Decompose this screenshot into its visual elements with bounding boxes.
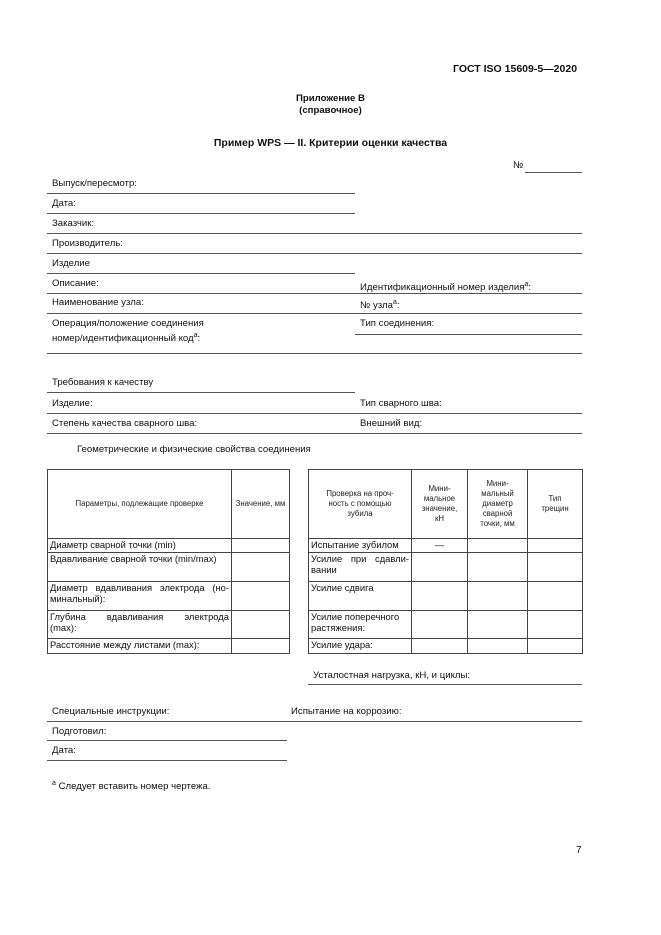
- footnote: $^а$ Следует вставить номер чертежа.: [52, 780, 211, 793]
- strength-test-table: [308, 469, 583, 654]
- header-crack-type: Тип трещин: [528, 470, 583, 539]
- field-operation-line[interactable]: [47, 353, 582, 354]
- quality-weld-grade-line[interactable]: [47, 433, 582, 434]
- value-cell[interactable]: [232, 582, 290, 611]
- table-row: Диаметр сварной точки (min): [48, 539, 232, 553]
- field-product-line[interactable]: [47, 273, 355, 274]
- table-row: Расстояние между листами (max):: [48, 639, 232, 654]
- field-product-label: Изделие: [52, 258, 90, 269]
- table-row: Усилие удара:: [309, 639, 412, 654]
- table-row: Усилие поперечного растяжения:: [309, 611, 412, 639]
- quality-product-label: Изделие:: [52, 398, 93, 409]
- field-id-number-line[interactable]: [355, 293, 582, 294]
- quality-appearance-label: Внешний вид:: [360, 418, 423, 429]
- table-row: Глубина вдавливания электрода (max):: [48, 611, 232, 639]
- table-row: Усилие при сдавли- вании: [309, 553, 412, 582]
- special-instructions-label: Специальные инструкции:: [52, 706, 170, 717]
- field-connection-type-line[interactable]: [355, 334, 582, 335]
- corrosion-test-label: Испытание на коррозию:: [291, 706, 402, 717]
- appendix-title: Приложение В: [296, 93, 365, 104]
- value-cell[interactable]: [468, 582, 528, 611]
- dash-cell: —: [412, 539, 468, 553]
- value-cell[interactable]: [468, 553, 528, 582]
- value-cell[interactable]: [528, 539, 583, 553]
- appendix-subtitle: (справочное): [299, 105, 362, 116]
- value-cell[interactable]: [528, 639, 583, 654]
- field-node-number-line[interactable]: [355, 313, 582, 314]
- header-value-mm: Значение, мм: [232, 470, 290, 539]
- value-cell[interactable]: [528, 553, 583, 582]
- table-row: Вдавливание сварной точки (min/max): [48, 553, 232, 582]
- field-customer-line[interactable]: [47, 233, 582, 234]
- page-number: 7: [576, 845, 582, 856]
- fatigue-label: Усталостная нагрузка, кН, и циклы:: [313, 670, 471, 681]
- header-parameters: Параметры, подлежащие проверке: [48, 470, 232, 539]
- field-customer-label: Заказчик:: [52, 218, 95, 229]
- value-cell[interactable]: [468, 611, 528, 639]
- value-cell[interactable]: [468, 639, 528, 654]
- header-min-diameter: Мини- мальный диаметр сварной точки, мм: [468, 470, 528, 539]
- geometric-properties-title: Геометрические и физические свойства соединения: [77, 444, 311, 455]
- prepared-by-label: Подготовил:: [52, 726, 107, 737]
- signature-date-line[interactable]: [47, 760, 287, 761]
- signature-date-label: Дата:: [52, 745, 76, 756]
- number-label: №: [513, 160, 524, 171]
- value-cell[interactable]: [232, 611, 290, 639]
- fatigue-line[interactable]: [308, 684, 582, 685]
- value-cell[interactable]: [412, 582, 468, 611]
- quality-product-line[interactable]: [47, 413, 582, 414]
- parameters-table: [47, 469, 290, 654]
- field-description-line[interactable]: [47, 293, 355, 294]
- field-operation-label-1: Операция/положение соединения: [52, 318, 204, 329]
- value-cell[interactable]: [412, 639, 468, 654]
- field-date-line[interactable]: [47, 213, 355, 214]
- value-cell[interactable]: [232, 539, 290, 553]
- field-issue-line[interactable]: [47, 193, 355, 194]
- quality-title-line: [47, 392, 355, 393]
- field-connection-type-label: Тип соединения:: [360, 318, 435, 329]
- value-cell[interactable]: [232, 553, 290, 582]
- value-cell[interactable]: [412, 553, 468, 582]
- standard-number: ГОСТ ISO 15609-5—2020: [453, 63, 578, 75]
- field-node-name-line[interactable]: [47, 313, 355, 314]
- special-instructions-line[interactable]: [47, 721, 582, 722]
- field-issue-label: Выпуск/пересмотр:: [52, 178, 137, 189]
- field-date-label: Дата:: [52, 198, 76, 209]
- quality-weld-type-label: Тип сварного шва:: [360, 398, 442, 409]
- value-cell[interactable]: [468, 539, 528, 553]
- field-manufacturer-line[interactable]: [47, 253, 582, 254]
- field-operation-label-2: номер/идентификационный код$^а$:: [52, 332, 201, 345]
- field-node-number-label: № узла$^а$:: [360, 299, 400, 312]
- quality-title: Требования к качеству: [52, 377, 154, 388]
- document-title: Пример WPS — II. Критерии оценки качества: [213, 137, 448, 149]
- value-cell[interactable]: [528, 582, 583, 611]
- value-cell[interactable]: [232, 639, 290, 654]
- field-manufacturer-label: Производитель:: [52, 238, 123, 249]
- table-row: Диаметр вдавливания электрода (но- минальный):: [48, 582, 232, 611]
- table-row: Усилие сдвига: [309, 582, 412, 611]
- field-id-number-label: Идентификационный номер изделия$^а$:: [360, 281, 532, 294]
- table-row: Испытание зубилом: [309, 539, 412, 553]
- value-cell[interactable]: [528, 611, 583, 639]
- number-field-line[interactable]: [525, 172, 582, 173]
- prepared-by-line[interactable]: [47, 740, 287, 741]
- value-cell[interactable]: [412, 611, 468, 639]
- header-chisel-test: Проверка на проч- ность с помощью зубила: [309, 470, 412, 539]
- header-min-value-kn: Мини- мальное значение, кН: [412, 470, 468, 539]
- field-description-label: Описание:: [52, 278, 99, 289]
- quality-weld-grade-label: Степень качества сварного шва:: [52, 418, 198, 429]
- field-node-name-label: Наименование узла:: [52, 297, 144, 308]
